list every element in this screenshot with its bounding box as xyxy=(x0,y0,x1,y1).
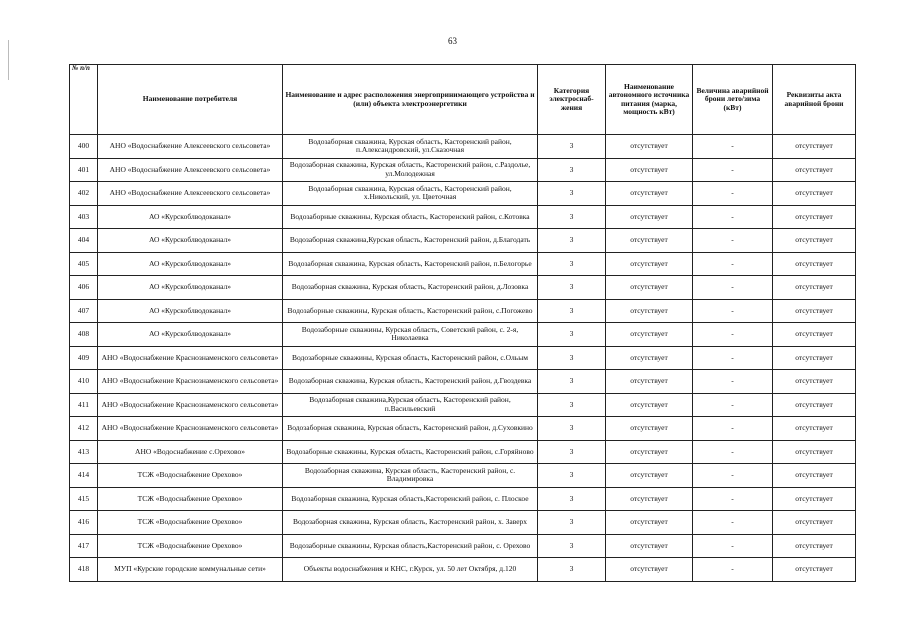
cell-source: отсутствует xyxy=(606,276,693,300)
table-row xyxy=(70,440,856,464)
cell-source: отсутствует xyxy=(606,182,693,206)
cell-num: 400 xyxy=(70,135,98,159)
cell-reserve: - xyxy=(693,182,773,206)
cell-act: отсутствует xyxy=(773,205,856,229)
cell-num: 416 xyxy=(70,511,98,535)
cell-num: 408 xyxy=(70,323,98,347)
cell-object: Водозаборные скважины, Курская область,Касторенский район, с. Орехово xyxy=(283,534,538,558)
cell-source: отсутствует xyxy=(606,346,693,370)
cell-act: отсутствует xyxy=(773,346,856,370)
cell-category: 3 xyxy=(538,252,606,276)
cell-source: отсутствует xyxy=(606,135,693,159)
cell-consumer: ТСЖ «Водоснабжение Орехово» xyxy=(98,487,283,511)
cell-act: отсутствует xyxy=(773,393,856,417)
cell-source: отсутствует xyxy=(606,558,693,582)
cell-num: 409 xyxy=(70,346,98,370)
cell-object: Водозаборная скважина, Курская область,Касторенский район, с. Плоское xyxy=(283,487,538,511)
cell-source: отсутствует xyxy=(606,158,693,182)
cell-num: 405 xyxy=(70,252,98,276)
table-row xyxy=(70,464,856,488)
cell-reserve: - xyxy=(693,158,773,182)
cell-object: Объекты водоснабжения и КНС, г.Курск, ул. 50 лет Октября, д.120 xyxy=(283,558,538,582)
cell-reserve: - xyxy=(693,135,773,159)
table-body xyxy=(70,135,856,582)
cell-category: 3 xyxy=(538,205,606,229)
cell-consumer: ТСЖ «Водоснабжение Орехово» xyxy=(98,511,283,535)
cell-category: 3 xyxy=(538,370,606,394)
header-reserve: Величина аварийной брони лето/зима (кВт) xyxy=(693,65,773,135)
cell-act: отсутствует xyxy=(773,534,856,558)
cell-category: 3 xyxy=(538,346,606,370)
cell-consumer: АНО «Водоснабжение Алексеевского сельсовета» xyxy=(98,135,283,159)
table-row xyxy=(70,205,856,229)
table-row xyxy=(70,229,856,253)
header-num: № п/п xyxy=(70,65,98,135)
cell-object: Водозаборная скважина, Курская область, Касторенский район, с. Владимировка xyxy=(283,464,538,488)
cell-category: 3 xyxy=(538,558,606,582)
cell-consumer: АО «Курскоблводоканал» xyxy=(98,205,283,229)
cell-act: отсутствует xyxy=(773,252,856,276)
registry-table xyxy=(69,64,856,582)
cell-source: отсутствует xyxy=(606,417,693,441)
cell-reserve: - xyxy=(693,393,773,417)
cell-category: 3 xyxy=(538,534,606,558)
cell-consumer: АО «Курскоблводоканал» xyxy=(98,323,283,347)
cell-consumer: ТСЖ «Водоснабжение Орехово» xyxy=(98,534,283,558)
cell-object: Водозаборные скважины, Курская область, Касторенский район, с.Котовка xyxy=(283,205,538,229)
cell-category: 3 xyxy=(538,229,606,253)
cell-act: отсутствует xyxy=(773,158,856,182)
cell-source: отсутствует xyxy=(606,487,693,511)
cell-source: отсутствует xyxy=(606,464,693,488)
cell-num: 401 xyxy=(70,158,98,182)
cell-object: Водозаборная скважина, Курская область, Касторенский район, д.Лозовка xyxy=(283,276,538,300)
cell-reserve: - xyxy=(693,229,773,253)
cell-num: 417 xyxy=(70,534,98,558)
cell-consumer: АНО «Водоснабжение Краснознаменского сельсовета» xyxy=(98,417,283,441)
cell-source: отсутствует xyxy=(606,534,693,558)
cell-category: 3 xyxy=(538,323,606,347)
cell-reserve: - xyxy=(693,205,773,229)
cell-reserve: - xyxy=(693,252,773,276)
cell-consumer: АНО «Водоснабжение с.Орехово» xyxy=(98,440,283,464)
table-row xyxy=(70,346,856,370)
cell-object: Водозаборная скважина,Курская область, Касторенский район, п.Васильевский xyxy=(283,393,538,417)
cell-num: 412 xyxy=(70,417,98,441)
cell-object: Водозаборные скважины, Курская область, Касторенский район, с.Горяйново xyxy=(283,440,538,464)
table-row xyxy=(70,370,856,394)
cell-act: отсутствует xyxy=(773,299,856,323)
cell-act: отсутствует xyxy=(773,464,856,488)
cell-num: 407 xyxy=(70,299,98,323)
cell-reserve: - xyxy=(693,370,773,394)
header-source: Наименование автономного источника питания (марка, мощность кВт) xyxy=(606,65,693,135)
cell-category: 3 xyxy=(538,158,606,182)
cell-num: 402 xyxy=(70,182,98,206)
cell-consumer: АО «Курскоблводоканал» xyxy=(98,252,283,276)
cell-reserve: - xyxy=(693,487,773,511)
table-row xyxy=(70,487,856,511)
header-object: Наименование и адрес расположения энергопринимающего устройства и (или) объекта электроэнергетики xyxy=(283,65,538,135)
cell-act: отсутствует xyxy=(773,135,856,159)
cell-act: отсутствует xyxy=(773,276,856,300)
cell-object: Водозаборная скважина, Курская область, Касторенский район, х. Заверх xyxy=(283,511,538,535)
cell-category: 3 xyxy=(538,276,606,300)
cell-consumer: ТСЖ «Водоснабжение Орехово» xyxy=(98,464,283,488)
table-row xyxy=(70,299,856,323)
cell-category: 3 xyxy=(538,182,606,206)
cell-object: Водозаборная скважина, Курская область, Касторенский район, д.Суховкино xyxy=(283,417,538,441)
cell-num: 418 xyxy=(70,558,98,582)
cell-source: отсутствует xyxy=(606,440,693,464)
cell-object: Водозаборная скважина, Курская область, Касторенский район, п.Белогорье xyxy=(283,252,538,276)
cell-reserve: - xyxy=(693,440,773,464)
cell-object: Водозаборные скважины, Курская область, Касторенский район, с.Погожево xyxy=(283,299,538,323)
cell-source: отсутствует xyxy=(606,252,693,276)
cell-category: 3 xyxy=(538,393,606,417)
page-number: 63 xyxy=(448,36,457,46)
cell-consumer: АО «Курскоблводоканал» xyxy=(98,276,283,300)
cell-act: отсутствует xyxy=(773,440,856,464)
cell-reserve: - xyxy=(693,417,773,441)
margin-mark xyxy=(8,40,9,80)
cell-object: Водозаборные скважины, Курская область, Советский район, с. 2-я, Николаевка xyxy=(283,323,538,347)
cell-act: отсутствует xyxy=(773,417,856,441)
cell-num: 403 xyxy=(70,205,98,229)
table-row xyxy=(70,323,856,347)
cell-consumer: АО «Курскоблводоканал» xyxy=(98,299,283,323)
cell-consumer: АНО «Водоснабжение Краснознаменского сельсовета» xyxy=(98,346,283,370)
cell-consumer: МУП «Курские городские коммунальные сети» xyxy=(98,558,283,582)
cell-num: 415 xyxy=(70,487,98,511)
cell-category: 3 xyxy=(538,135,606,159)
cell-reserve: - xyxy=(693,558,773,582)
table-row xyxy=(70,182,856,206)
cell-num: 411 xyxy=(70,393,98,417)
cell-reserve: - xyxy=(693,464,773,488)
cell-reserve: - xyxy=(693,534,773,558)
cell-act: отсутствует xyxy=(773,323,856,347)
cell-source: отсутствует xyxy=(606,299,693,323)
table-row xyxy=(70,511,856,535)
cell-reserve: - xyxy=(693,299,773,323)
cell-category: 3 xyxy=(538,417,606,441)
cell-act: отсутствует xyxy=(773,370,856,394)
cell-act: отсутствует xyxy=(773,558,856,582)
cell-act: отсутствует xyxy=(773,511,856,535)
cell-source: отсутствует xyxy=(606,370,693,394)
cell-consumer: АНО «Водоснабжение Краснознаменского сельсовета» xyxy=(98,393,283,417)
cell-object: Водозаборная скважина, Курская область, Касторенский район, х.Никольский, ул. Цветочная xyxy=(283,182,538,206)
cell-category: 3 xyxy=(538,464,606,488)
header-consumer: Наименование потребителя xyxy=(98,65,283,135)
cell-source: отсутствует xyxy=(606,323,693,347)
table-row xyxy=(70,158,856,182)
cell-source: отсутствует xyxy=(606,393,693,417)
cell-consumer: АНО «Водоснабжение Алексеевского сельсовета» xyxy=(98,158,283,182)
cell-category: 3 xyxy=(538,299,606,323)
table-row xyxy=(70,417,856,441)
cell-reserve: - xyxy=(693,276,773,300)
cell-category: 3 xyxy=(538,511,606,535)
cell-source: отсутствует xyxy=(606,229,693,253)
cell-num: 410 xyxy=(70,370,98,394)
table-row xyxy=(70,393,856,417)
cell-num: 404 xyxy=(70,229,98,253)
cell-num: 413 xyxy=(70,440,98,464)
cell-object: Водозаборные скважины, Курская область, Касторенский район, с.Ольым xyxy=(283,346,538,370)
cell-reserve: - xyxy=(693,346,773,370)
cell-object: Водозаборная скважина, Курская область, Касторенский район, с.Раздолье, ул.Молодежная xyxy=(283,158,538,182)
header-row xyxy=(70,65,856,135)
cell-consumer: АНО «Водоснабжение Краснознаменского сельсовета» xyxy=(98,370,283,394)
table-row xyxy=(70,558,856,582)
cell-object: Водозаборная скважина, Курская область, Касторенский район, д.Гвоздевка xyxy=(283,370,538,394)
cell-num: 406 xyxy=(70,276,98,300)
cell-category: 3 xyxy=(538,487,606,511)
cell-num: 414 xyxy=(70,464,98,488)
cell-act: отсутствует xyxy=(773,487,856,511)
table-row xyxy=(70,534,856,558)
cell-consumer: АО «Курскоблводоканал» xyxy=(98,229,283,253)
cell-reserve: - xyxy=(693,323,773,347)
header-act: Реквизиты акта аварийной брони xyxy=(773,65,856,135)
cell-object: Водозаборная скважина,Курская область, Касторенский район, д.Благодать xyxy=(283,229,538,253)
cell-reserve: - xyxy=(693,511,773,535)
table-row xyxy=(70,276,856,300)
cell-consumer: АНО «Водоснабжение Алексеевского сельсовета» xyxy=(98,182,283,206)
cell-act: отсутствует xyxy=(773,182,856,206)
table-row xyxy=(70,135,856,159)
cell-category: 3 xyxy=(538,440,606,464)
table-row xyxy=(70,252,856,276)
cell-source: отсутствует xyxy=(606,205,693,229)
cell-act: отсутствует xyxy=(773,229,856,253)
cell-source: отсутствует xyxy=(606,511,693,535)
cell-object: Водозаборная скважина, Курская область, Касторенский район, п.Александровский, ул.Сказочная xyxy=(283,135,538,159)
header-category: Категория электроснаб-жения xyxy=(538,65,606,135)
